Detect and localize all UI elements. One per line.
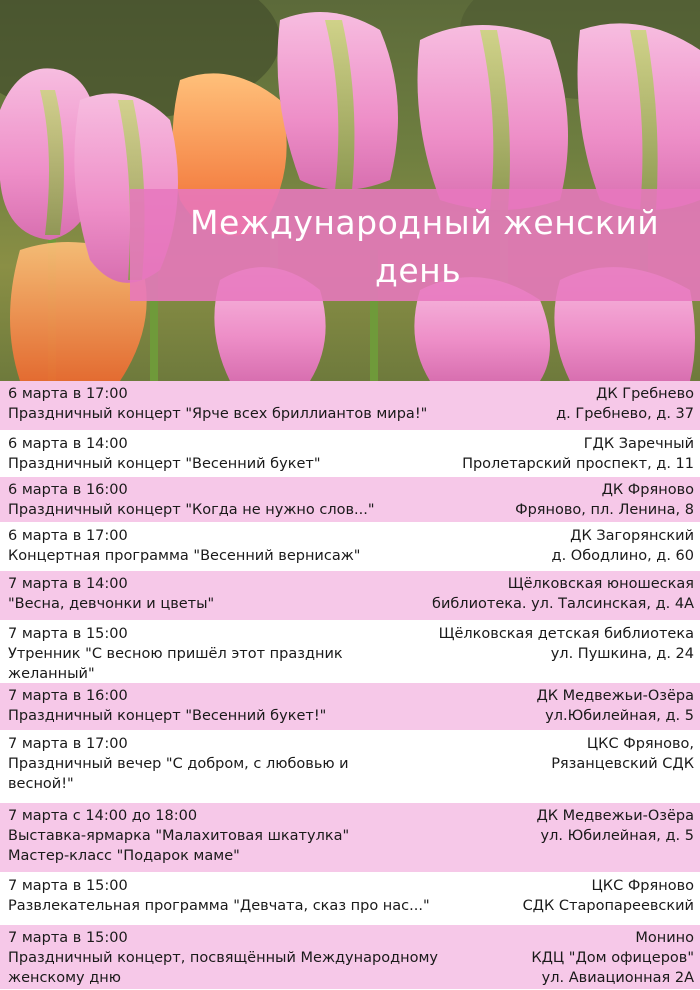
event-row bbox=[0, 925, 700, 990]
event-date: 7 марта в 16:00 bbox=[8, 688, 128, 704]
event-date: 7 марта в 15:00 bbox=[8, 930, 128, 946]
event-venue-line: Монино bbox=[635, 930, 694, 946]
event-date: 6 марта в 17:00 bbox=[8, 386, 128, 402]
event-info bbox=[8, 526, 360, 570]
event-row bbox=[0, 477, 700, 523]
event-row bbox=[0, 431, 700, 477]
event-row bbox=[0, 873, 700, 925]
event-venue-line: СДК Старопареевский bbox=[522, 898, 694, 914]
event-info bbox=[8, 806, 349, 872]
event-date: 7 марта в 17:00 bbox=[8, 736, 128, 752]
event-description: Праздничный концерт, посвящённый Международному bbox=[8, 950, 438, 966]
event-venue-line: библиотека. ул. Талсинская, д. 4А bbox=[432, 596, 694, 612]
event-venue-line: ул. Юбилейная, д. 5 bbox=[540, 828, 694, 844]
event-info bbox=[8, 574, 214, 620]
event-date: 6 марта в 14:00 bbox=[8, 436, 128, 452]
event-description: Праздничный вечер "С добром, с любовью и bbox=[8, 756, 349, 772]
event-venue bbox=[432, 574, 694, 620]
event-info bbox=[8, 928, 438, 989]
event-venue-line: ЦКС Фряново bbox=[591, 878, 694, 894]
event-row bbox=[0, 571, 700, 621]
event-info bbox=[8, 434, 321, 476]
event-venue bbox=[462, 434, 694, 476]
event-description: Праздничный концерт "Когда не нужно слов..." bbox=[8, 502, 375, 518]
event-venue-line: Фряново, пл. Ленина, 8 bbox=[515, 502, 694, 518]
event-row bbox=[0, 381, 700, 431]
event-venue bbox=[523, 876, 694, 924]
event-venue bbox=[552, 526, 694, 570]
event-venue-line: Рязанцевский СДК bbox=[551, 756, 694, 772]
event-venue bbox=[536, 806, 694, 872]
hero-banner bbox=[0, 0, 700, 381]
event-description: Утренник "С весною пришёл этот праздник bbox=[8, 646, 343, 662]
event-description: Праздничный концерт "Ярче всех бриллиантов мира!" bbox=[8, 406, 428, 422]
event-venue-line: Щёлковская детская библиотека bbox=[438, 626, 694, 642]
event-venue-line: ул. Пушкина, д. 24 bbox=[550, 646, 694, 662]
event-venue-line: ДК Фряново bbox=[601, 482, 694, 498]
event-description: Праздничный концерт "Весенний букет!" bbox=[8, 708, 327, 724]
event-venue-line: Щёлковская юношеская bbox=[507, 576, 694, 592]
event-description: Праздничный концерт "Весенний букет" bbox=[8, 456, 321, 472]
event-date: 6 марта в 17:00 bbox=[8, 528, 128, 544]
event-venue-line: ЦКС Фряново, bbox=[586, 736, 694, 752]
event-row bbox=[0, 731, 700, 803]
event-venue-line: ул. Авиационная 2А bbox=[541, 970, 694, 986]
event-info bbox=[8, 686, 326, 730]
event-venue-line: ГДК Заречный bbox=[583, 436, 694, 452]
event-venue-line: ДК Загорянский bbox=[570, 528, 694, 544]
event-venue-line: ДК Медвежьи-Озёра bbox=[536, 688, 694, 704]
event-description: Концертная программа "Весенний вернисаж" bbox=[8, 548, 361, 564]
event-description: весной!" bbox=[8, 776, 74, 792]
event-date: 7 марта с 14:00 до 18:00 bbox=[8, 808, 198, 824]
event-date: 7 марта в 15:00 bbox=[8, 626, 128, 642]
event-date: 7 марта в 15:00 bbox=[8, 878, 128, 894]
event-venue bbox=[556, 384, 694, 430]
event-venue-line: КДЦ "Дом офицеров" bbox=[531, 950, 694, 966]
event-date: 7 марта в 14:00 bbox=[8, 576, 128, 592]
event-row bbox=[0, 523, 700, 571]
page-title-line-1: Международный женский bbox=[190, 203, 660, 242]
event-venue bbox=[536, 686, 694, 730]
event-row bbox=[0, 683, 700, 731]
event-description: "Весна, девчонки и цветы" bbox=[8, 596, 215, 612]
page-title-line-2: день bbox=[375, 251, 462, 290]
events-list bbox=[0, 381, 700, 990]
event-description: женскому дню bbox=[8, 970, 121, 986]
event-venue-line: д. Гребнево, д. 37 bbox=[556, 406, 694, 422]
event-venue bbox=[515, 480, 694, 522]
event-venue-line: ДК Медвежьи-Озёра bbox=[536, 808, 694, 824]
event-info bbox=[8, 876, 430, 924]
event-info bbox=[8, 734, 349, 802]
event-description: желанный" bbox=[8, 666, 95, 682]
event-description: Развлекательная программа "Девчата, сказ про нас..." bbox=[8, 898, 430, 914]
event-venue-line: Пролетарский проспект, д. 11 bbox=[462, 456, 694, 472]
event-description: Мастер-класс "Подарок маме" bbox=[8, 848, 240, 864]
event-venue bbox=[531, 928, 694, 989]
event-date: 6 марта в 16:00 bbox=[8, 482, 128, 498]
event-info bbox=[8, 384, 428, 430]
event-venue-line: ДК Гребнево bbox=[596, 386, 694, 402]
event-row bbox=[0, 621, 700, 683]
event-row bbox=[0, 803, 700, 873]
event-venue-line: ул.Юбилейная, д. 5 bbox=[545, 708, 694, 724]
event-info bbox=[8, 480, 375, 522]
event-description: Выставка-ярмарка "Малахитовая шкатулка" bbox=[8, 828, 350, 844]
event-venue-line: д. Ободлино, д. 60 bbox=[551, 548, 694, 564]
title-band bbox=[130, 189, 700, 301]
event-venue bbox=[439, 624, 694, 682]
event-venue bbox=[551, 734, 694, 802]
event-info bbox=[8, 624, 343, 682]
